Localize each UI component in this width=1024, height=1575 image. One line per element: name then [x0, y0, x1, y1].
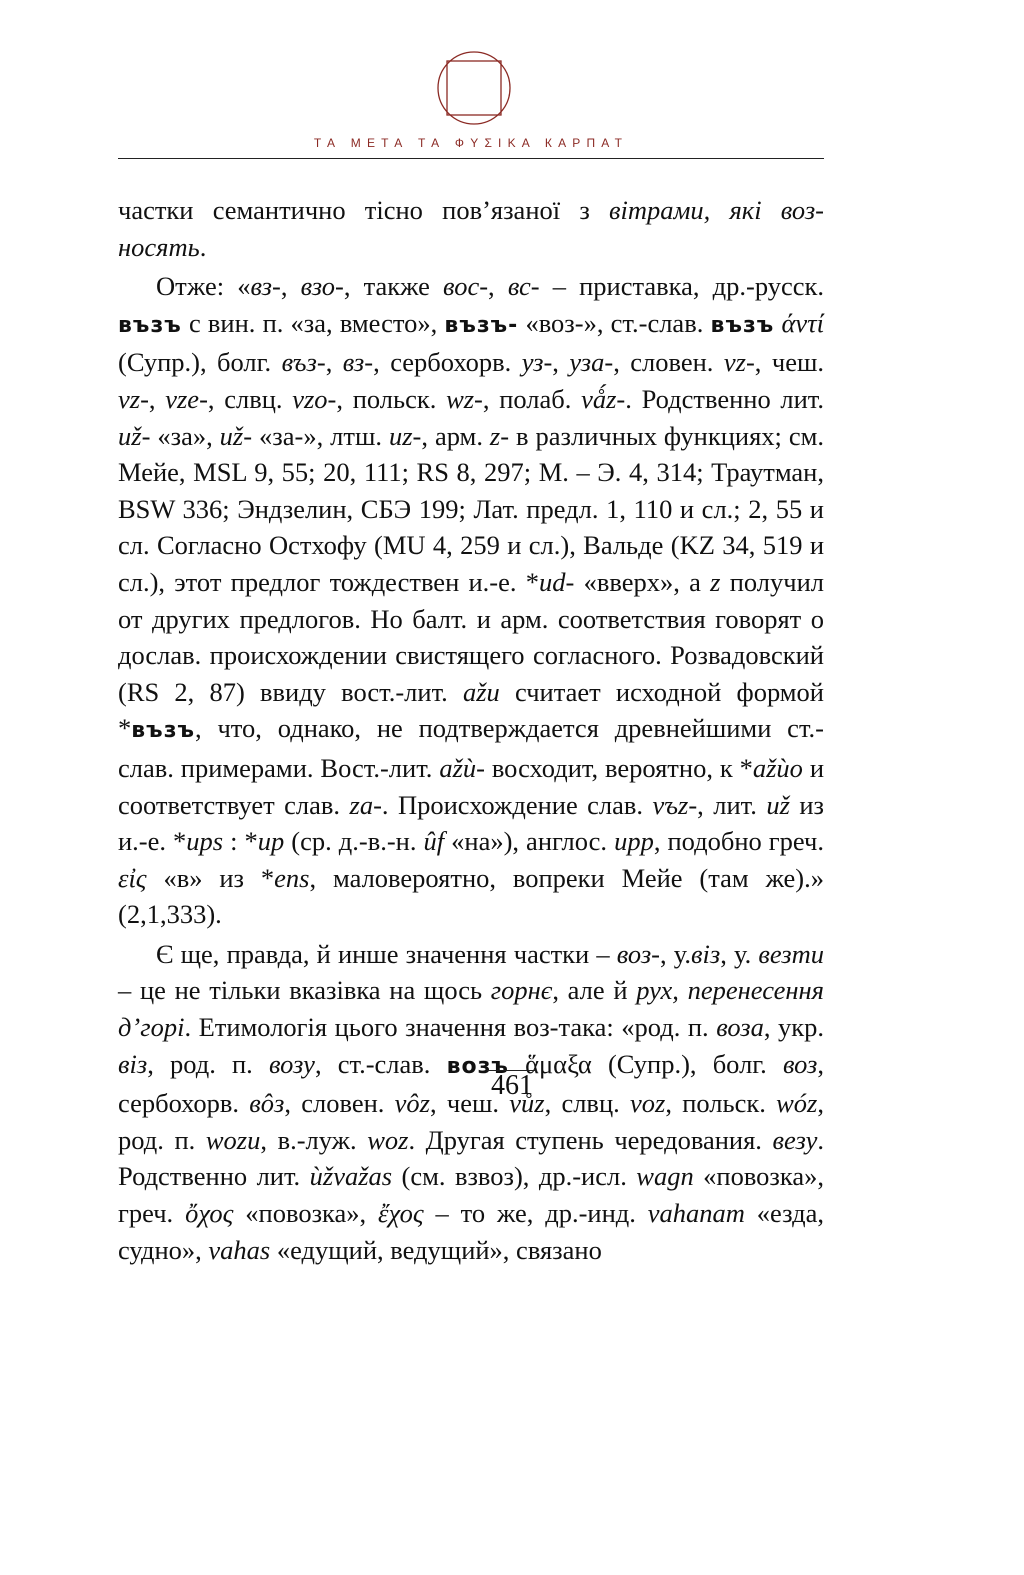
italic-term: ens: [274, 862, 310, 893]
text-run: ἅμαξα (Супр.), болг.: [508, 1048, 783, 1079]
italic-term: вос-: [443, 271, 489, 302]
italic-term: woz: [367, 1124, 409, 1155]
text-run: – то же, др.-инд.: [423, 1198, 648, 1229]
running-head: ТА МЕТА ТА ФΥΣΙΚΑ КАРПАТ: [313, 136, 629, 150]
text-run: ,: [552, 347, 570, 378]
italic-term: ὄχος: [185, 1198, 234, 1229]
italic-term: вз-: [342, 347, 374, 378]
text-run: , сербохорв.: [118, 1048, 824, 1119]
text-run: ,: [488, 271, 508, 302]
text-run: «в» из *: [146, 862, 275, 893]
italic-term: vъz-: [652, 789, 698, 820]
text-run: , слвц.: [207, 383, 293, 414]
italic-term: возу: [268, 1048, 315, 1079]
italic-term: už: [766, 789, 790, 820]
italic-term: uz-: [388, 420, 422, 451]
italic-term: въз-: [281, 347, 326, 378]
italic-term: уз-: [521, 347, 553, 378]
text-run: , лит.: [697, 789, 767, 820]
text-run: – приставка, др.-русск.: [539, 271, 825, 302]
italic-term: wozu: [205, 1124, 261, 1155]
text-run: ,: [148, 383, 166, 414]
text-run: – це не тільки вказівка на щось: [118, 975, 491, 1006]
text-run: в различных функциях; см. Мейе, MSL 9, 55; 20, 111; RS 8, 297; М. – Э. 4, 314; Траутман, BSW 336; Эндзелин, СБЭ 199; Лат. предл. 1, 110 и сл.; 2, 55 и сл. Согласно Остхофу (MU 4, 259 и сл.), Вальде (KZ 34, 519 и сл.), этот предлог тождествен и.-е. *: [118, 420, 825, 597]
church-slavonic-term: възъ-: [444, 312, 519, 338]
text-run: частки семантично тісно пов’язаної з: [118, 195, 609, 225]
italic-term: ažu: [462, 676, 500, 707]
text-run: , але й: [552, 975, 637, 1006]
italic-term: ud-: [539, 566, 575, 597]
text-run: . Происхождение слав.: [381, 789, 653, 820]
italic-term: ažùo: [752, 752, 803, 783]
italic-term: вз-: [250, 271, 281, 302]
text-run: , чеш.: [754, 347, 824, 378]
text-run: , полаб.: [482, 383, 582, 414]
text-run: восходит, вероятно, к *: [484, 752, 753, 783]
italic-term: z-: [489, 420, 510, 451]
text-run: .: [199, 231, 207, 262]
italic-term: вс-: [507, 271, 540, 302]
body-paragraph: [118, 268, 824, 933]
italic-term: vôz: [394, 1088, 430, 1119]
text-run: . Етимологія цього значення воз-така: «род. п.: [184, 1012, 717, 1043]
text-run: , у.: [720, 938, 759, 969]
text-run: «повозка»,: [233, 1198, 379, 1229]
text-run: «за-», лтш.: [252, 420, 389, 451]
church-slavonic-term: възъ: [131, 718, 196, 744]
text-run: , род. п.: [147, 1048, 269, 1079]
italic-term: рух, перенесення д’горі: [118, 975, 824, 1043]
italic-term: vahas: [208, 1234, 271, 1265]
text-run: , польск.: [665, 1088, 777, 1119]
text-run: , в.-луж.: [260, 1124, 368, 1155]
text-run: , укр.: [763, 1012, 824, 1043]
text-run: , род. п.: [118, 1088, 824, 1155]
text-run: «вверх», а: [574, 566, 711, 597]
church-slavonic-term: возъ: [446, 1053, 509, 1079]
text-run: , словен.: [613, 347, 724, 378]
text-run: Отже: «: [156, 271, 251, 302]
text-run: , чеш.: [430, 1088, 510, 1119]
italic-term: wagn: [636, 1161, 694, 1192]
italic-term: вôз: [249, 1088, 285, 1119]
body-text: [118, 192, 824, 1268]
italic-term: up: [257, 826, 285, 857]
text-run: , маловероятно, вопреки Мейе (там же).» (2,1,333).: [118, 862, 824, 930]
italic-term: ûf: [423, 826, 445, 857]
italic-term: άντί: [781, 307, 825, 338]
text-run: (см. взвоз), др.-исл.: [392, 1161, 637, 1192]
text-run: , у.: [659, 938, 691, 969]
text-run: получил от других предлогов. Но балт. и арм. соответствия говорят о дослав. происхождении свистящего согласного. Розвадовский (RS 2, 87) ввиду вост.-лит.: [118, 566, 824, 707]
text-run: ,: [325, 347, 343, 378]
italic-term: vz-: [723, 347, 755, 378]
italic-term: ἔχος: [378, 1198, 424, 1229]
text-run: , ст.-слав.: [314, 1048, 447, 1079]
text-run: , что, однако, не подтверждается древнейшими ст.-слав. примерами. Вост.-лит.: [118, 713, 824, 783]
text-run: ,: [280, 271, 301, 302]
church-slavonic-term: възъ: [118, 312, 182, 338]
italic-term: wóz: [776, 1088, 818, 1119]
italic-term: za-: [349, 789, 382, 820]
text-run: Є ще, правда, й инше значення частки –: [156, 938, 617, 969]
italic-term: ùžvažas: [309, 1161, 393, 1192]
italic-term: vahanam: [647, 1198, 745, 1229]
italic-term: vǻz-: [581, 383, 626, 414]
italic-term: εἰς: [118, 862, 147, 893]
text-run: , слвц.: [544, 1088, 631, 1119]
text-run: считает исходной формой *: [118, 676, 824, 744]
italic-term: вітрами, які воз-носять: [118, 195, 824, 262]
text-run: «за»,: [150, 420, 220, 451]
text-run: и соответствует слав.: [118, 752, 825, 820]
text-run: . Родственно лит.: [118, 1124, 824, 1192]
body-paragraph: [118, 192, 824, 265]
page-number: [462, 1070, 562, 1102]
italic-term: взо-: [300, 271, 344, 302]
text-run: , сербохорв.: [373, 347, 522, 378]
church-slavonic-term: възъ: [710, 312, 775, 338]
text-run: , также: [343, 271, 444, 302]
text-run: , польск.: [336, 383, 447, 414]
italic-term: už-: [118, 420, 151, 451]
text-run: (Супр.), болг.: [118, 347, 282, 378]
italic-term: vze-: [165, 383, 208, 414]
text-run: из и.-е. *: [118, 789, 824, 857]
text-run: «на»), англос.: [444, 826, 615, 857]
text-run: с вин. п. «за, вместо»,: [181, 307, 445, 338]
italic-term: z: [710, 566, 721, 597]
italic-term: voz: [630, 1088, 666, 1119]
italic-term: віз: [118, 1048, 148, 1079]
italic-term: воз: [782, 1048, 818, 1079]
text-run: . Другая ступень чередования.: [408, 1124, 773, 1155]
circle-square-emblem-icon: [436, 50, 512, 126]
italic-term: vůz: [509, 1088, 545, 1119]
text-run: : *: [223, 826, 258, 857]
text-run: «едущий, ведущий», связано: [270, 1234, 602, 1265]
italic-term: ups: [186, 826, 224, 857]
text-run: , словен.: [284, 1088, 395, 1119]
italic-term: ažù-: [439, 752, 485, 783]
italic-term: віз: [690, 938, 721, 969]
text-run: «воз-», ст.-слав.: [518, 307, 711, 338]
text-run: , подобно греч.: [653, 826, 824, 857]
page-number-value: 461: [487, 1070, 537, 1101]
text-run: (ср. д.-в.-н.: [284, 826, 424, 857]
text-run: , арм.: [421, 420, 490, 451]
italic-term: už-: [219, 420, 253, 451]
italic-term: горнє: [490, 975, 553, 1006]
italic-term: воз-: [616, 938, 660, 969]
italic-term: везти: [758, 938, 824, 969]
italic-term: vzo-: [292, 383, 337, 414]
italic-term: upp: [614, 826, 654, 857]
italic-term: wz-: [446, 383, 483, 414]
header-rule: [118, 158, 824, 159]
body-paragraph: [118, 936, 824, 1268]
italic-term: везу: [772, 1124, 818, 1155]
italic-term: воза: [716, 1012, 764, 1043]
text-run: «езда, судно»,: [118, 1198, 825, 1265]
italic-term: vz-: [118, 383, 149, 414]
italic-term: уза-: [569, 347, 614, 378]
text-run: «повозка», греч.: [118, 1161, 825, 1229]
text-run: . Родственно лит.: [625, 383, 825, 414]
